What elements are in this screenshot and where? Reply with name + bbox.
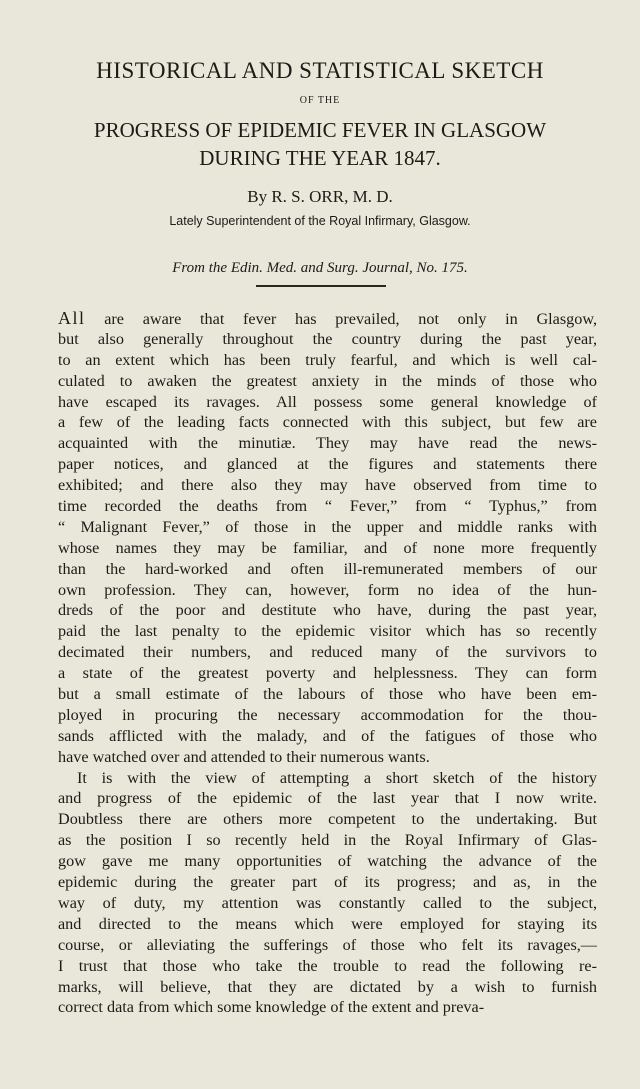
body-line-text: to an extent which has been truly fearful, and which is well cal-	[58, 350, 597, 369]
body-line	[58, 872, 597, 893]
body-line-text: as the position I so recently held in the Royal Infirmary of Glas-	[58, 831, 597, 850]
body-text	[58, 308, 597, 1018]
body-line	[58, 663, 597, 684]
body-line	[58, 768, 597, 789]
body-line-text: “ Malignant Fever,” of those in the upper and middle ranks with	[58, 517, 597, 536]
body-line-text: culated to awaken the greatest anxiety in the minds of those who	[58, 371, 597, 390]
body-line-text: paid the last penalty to the epidemic visitor which has so recently	[58, 622, 597, 641]
body-line-text: gow gave me many opportunities of watching the advance of the	[58, 852, 597, 871]
body-line-text: decimated their numbers, and reduced many of the survivors to	[58, 643, 597, 662]
body-line	[58, 475, 597, 496]
divider-rule	[256, 285, 386, 287]
body-line	[58, 350, 597, 371]
body-line-text: have watched over and attended to their numerous wants.	[58, 747, 430, 766]
body-line	[58, 935, 597, 956]
body-line-text: dreds of the poor and destitute who have, during the past year,	[58, 601, 597, 620]
body-line	[58, 371, 597, 392]
body-line-text: sands afflicted with the malady, and of the fatigues of those who	[58, 726, 597, 745]
body-line-text: a few of the leading facts connected with this subject, but few are	[58, 413, 597, 432]
body-line	[58, 496, 597, 517]
author-byline	[0, 187, 640, 207]
body-line-text: exhibited; and there also they may have observed from time to	[58, 476, 597, 495]
body-line-text: are aware that fever has prevailed, not only in Glasgow,	[85, 310, 597, 328]
body-line	[58, 684, 597, 705]
body-line	[58, 433, 597, 454]
body-line-text: way of duty, my attention was constantly called to the subject,	[58, 893, 597, 912]
subtitle-line-1: PROGRESS OF EPIDEMIC FEVER IN GLASGOW	[93, 118, 547, 142]
body-line-text: course, or alleviating the sufferings of those who felt its ravages,—	[58, 935, 597, 954]
body-line	[58, 642, 597, 663]
body-line	[58, 392, 597, 413]
body-line-text: have escaped its ravages. All possess some general knowledge of	[58, 392, 597, 411]
body-line	[58, 308, 597, 329]
body-line-text: and directed to the means which were employed for staying its	[58, 914, 597, 933]
title-connector: OF THE	[299, 95, 341, 106]
body-line	[58, 893, 597, 914]
author-affiliation: Lately Superintendent of the Royal Infirmary, Glasgow.	[169, 214, 471, 228]
body-line	[58, 454, 597, 475]
body-line-text: time recorded the deaths from “ Fever,” from “ Typhus,” from	[58, 497, 597, 516]
body-line-text: paper notices, and glanced at the figures and statements there	[58, 455, 597, 474]
document-title: HISTORICAL AND STATISTICAL SKETCH	[96, 58, 544, 83]
body-line-text: than the hard-worked and often ill-remunerated members of our	[58, 559, 597, 578]
subtitle-line-2: DURING THE YEAR 1847.	[199, 146, 441, 170]
source-citation: From the Edin. Med. and Surg. Journal, No. 175.	[172, 260, 468, 276]
body-line-text: It is with the view of attempting a short sketch of the history	[77, 768, 597, 787]
body-line-text: I trust that those who take the trouble to read the following re-	[58, 956, 597, 975]
body-line-text: correct data from which some knowledge of the extent and preva-	[58, 998, 485, 1017]
body-line-text: but a small estimate of the labours of those who have been em-	[58, 685, 597, 704]
body-line-text: acquainted with the minutiæ. They may have read the news-	[58, 434, 597, 453]
body-line	[58, 747, 597, 768]
body-line-text: ployed in procuring the necessary accommodation for the thou-	[58, 705, 597, 724]
body-line	[58, 997, 597, 1018]
body-line-text: whose names they may be familiar, and of none more frequently	[58, 538, 597, 557]
body-line	[58, 809, 597, 830]
body-line-text: own profession. They can, however, form no idea of the hun-	[58, 580, 597, 599]
body-line	[58, 914, 597, 935]
body-line	[58, 705, 597, 726]
body-line	[58, 538, 597, 559]
opening-word: All	[58, 308, 86, 328]
body-line	[58, 412, 597, 433]
document-subtitle	[0, 116, 640, 172]
body-line	[58, 788, 597, 809]
body-line	[58, 977, 597, 998]
body-line	[58, 329, 597, 350]
body-line	[58, 559, 597, 580]
body-line	[58, 726, 597, 747]
body-line-text: marks, will believe, that they are dictated by a wish to furnish	[58, 977, 597, 996]
body-line	[58, 956, 597, 977]
body-line	[58, 621, 597, 642]
body-line	[58, 580, 597, 601]
body-line-text: epidemic during the greater part of its progress; and as, in the	[58, 873, 597, 892]
body-line-text: Doubtless there are others more competent to the undertaking. But	[58, 810, 597, 829]
body-line-text: but also generally throughout the country during the past year,	[58, 329, 597, 348]
body-line	[58, 830, 597, 851]
body-line-text: and progress of the epidemic of the last year that I now write.	[58, 789, 597, 808]
author-name: R. S. ORR, M. D.	[271, 187, 393, 206]
body-line	[58, 517, 597, 538]
body-line-text: a state of the greatest poverty and helplessness. They can form	[58, 664, 597, 683]
byline-prefix: By	[247, 187, 268, 206]
body-line	[58, 600, 597, 621]
body-line	[58, 851, 597, 872]
